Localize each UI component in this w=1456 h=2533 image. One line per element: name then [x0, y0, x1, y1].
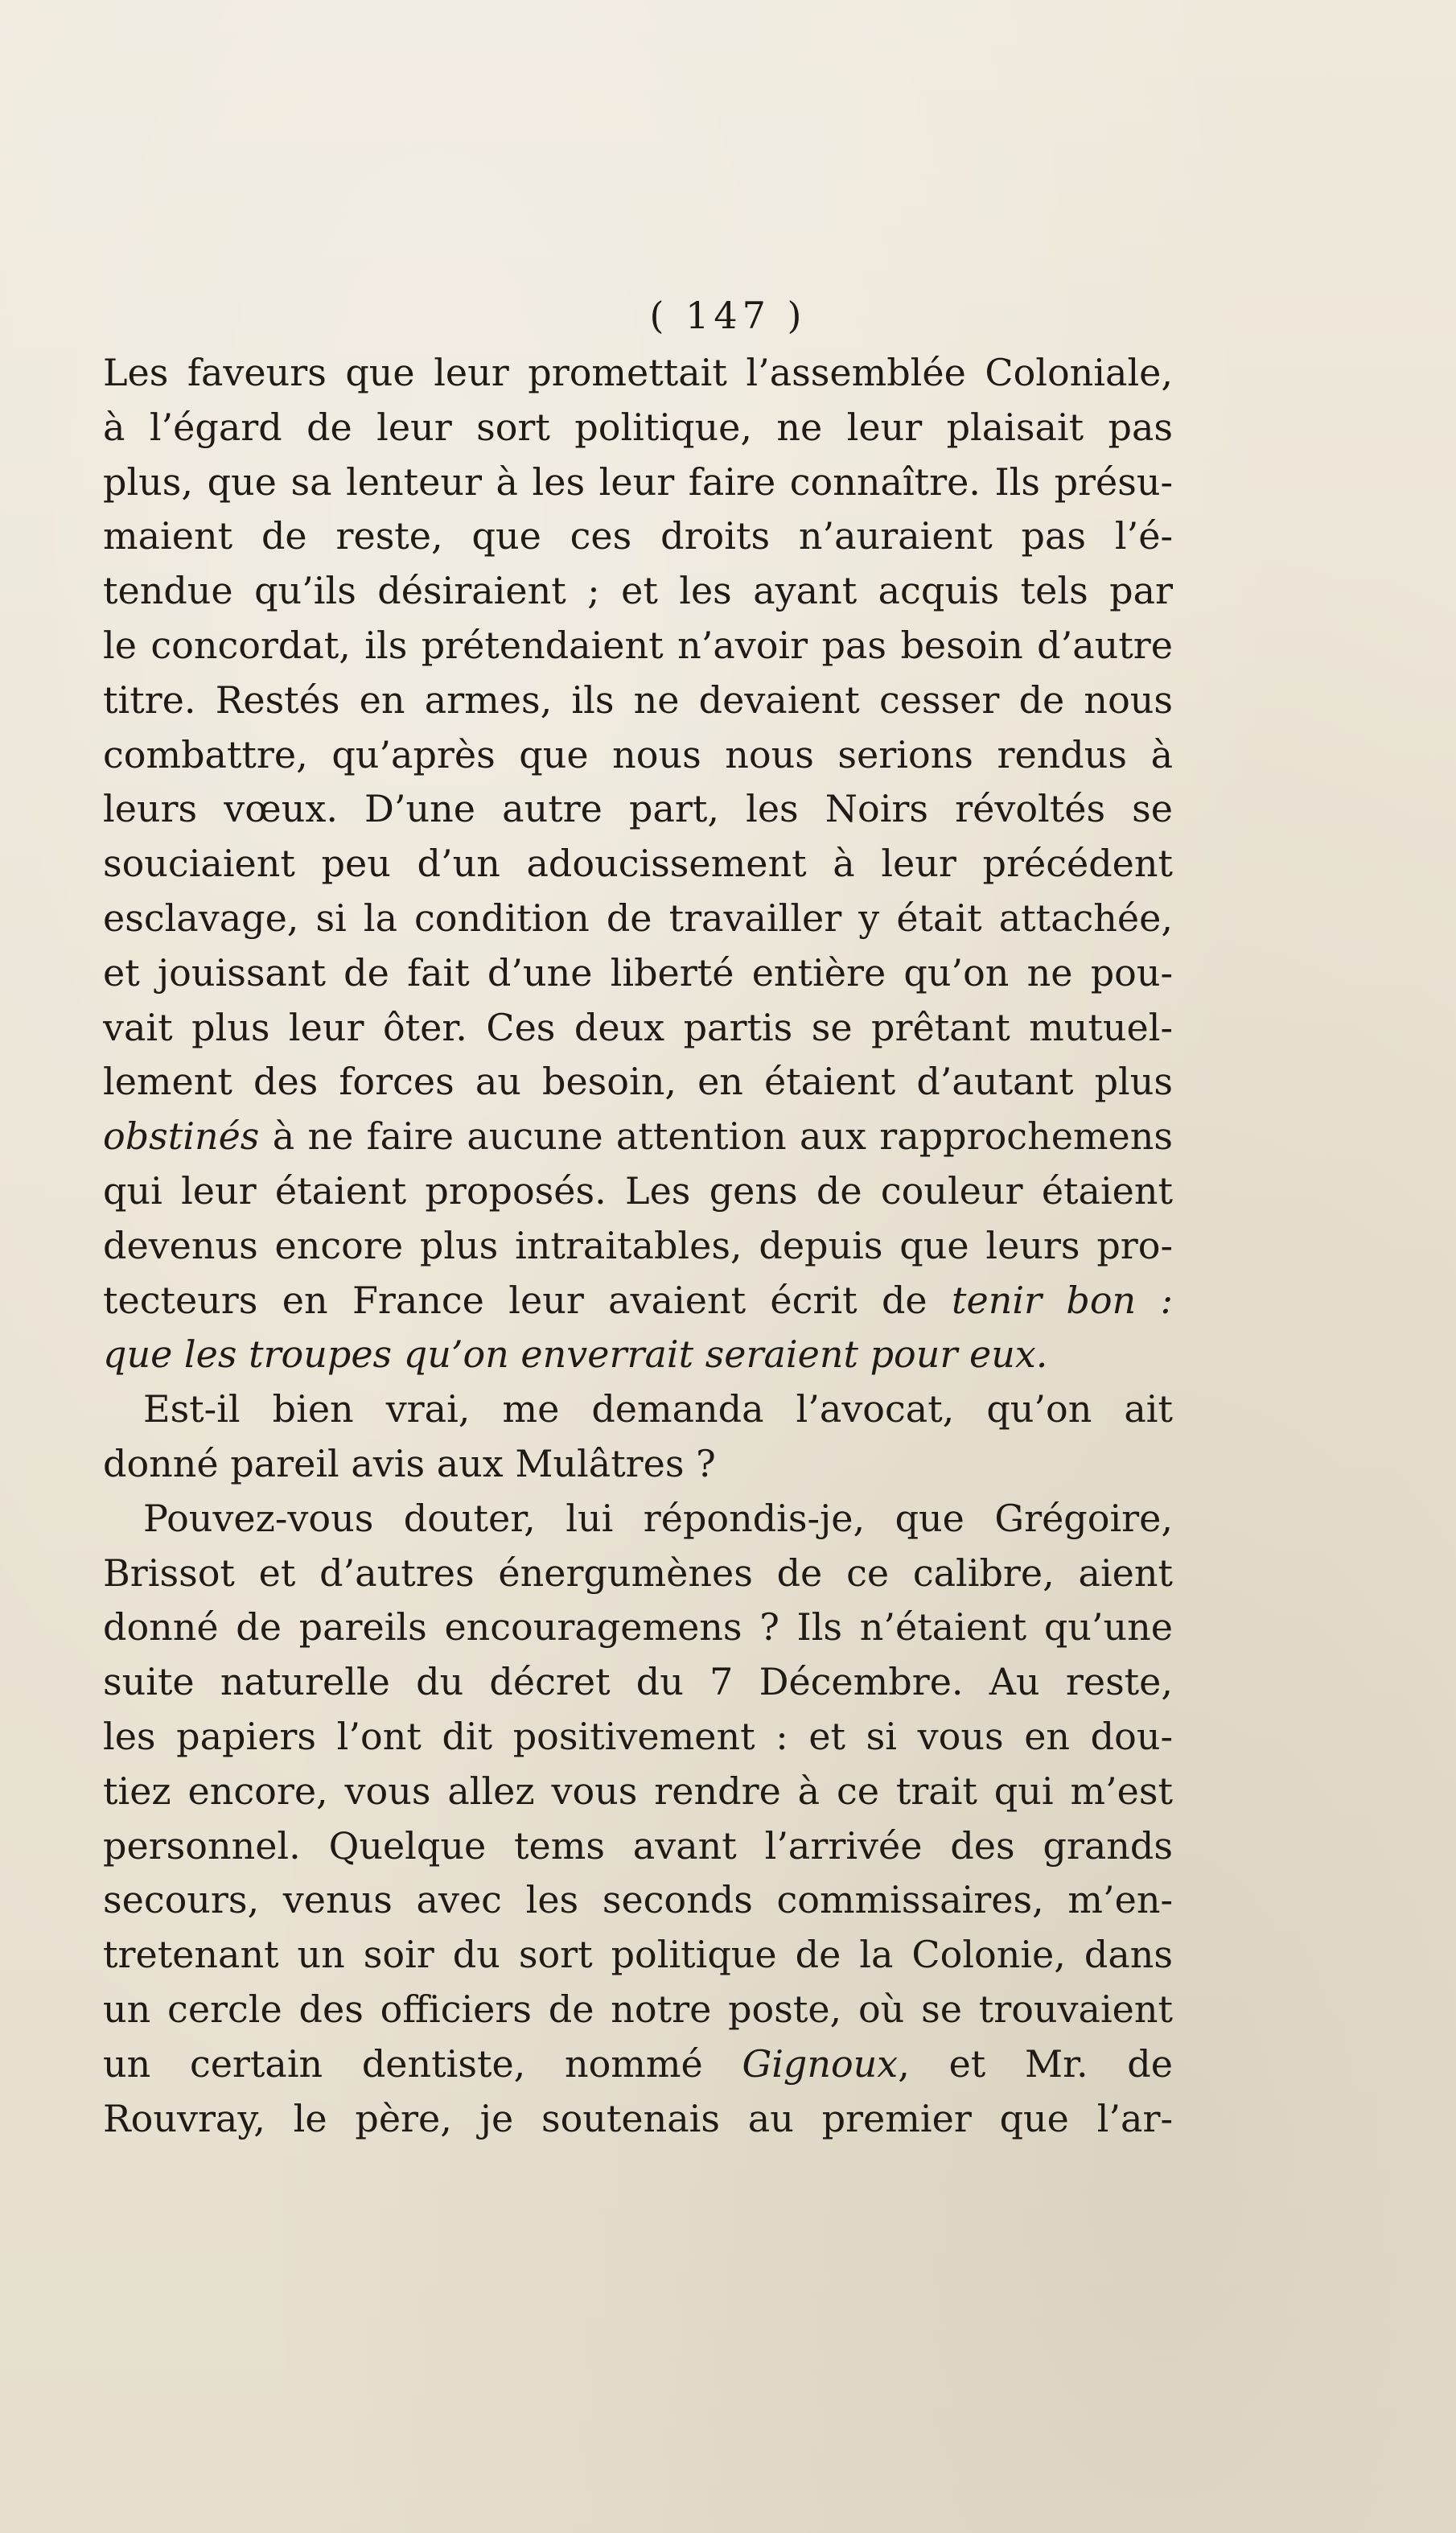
- text-line: Rouvray, le père, je soutenais au premier que l’ar-: [103, 2096, 1173, 2140]
- italic-phrase: tenir bon :: [951, 1278, 1173, 1322]
- text-line: tretenant un soir du sort politique de la Colonie, dans: [103, 1933, 1173, 1977]
- text-line: souciaient peu d’un adoucissement à leur précédent: [103, 842, 1173, 886]
- text-line: suite naturelle du décret du 7 Décembre. Au reste,: [103, 1660, 1173, 1704]
- text-line: [103, 2037, 1173, 2092]
- text-line: tiez encore, vous allez vous rendre à ce trait qui m’est: [103, 1769, 1173, 1813]
- text-line: Est-il bien vrai, me demanda l’avocat, qu’on ait: [143, 1387, 1173, 1431]
- text-line: et jouissant de fait d’une liberté entière qu’on ne pou-: [103, 950, 1173, 995]
- line-text: à ne faire aucune attention aux rapprochemens: [259, 1114, 1173, 1159]
- text-line: donné pareil avis aux Mulâtres ?: [103, 1441, 716, 1485]
- text-line: personnel. Quelque tems avant l’arrivée des grands: [103, 1823, 1173, 1868]
- line-text-after: , et Mr. de: [898, 2041, 1173, 2086]
- text-line: à l’égard de leur sort politique, ne leur plaisait pas: [103, 405, 1173, 449]
- text-line: le concordat, ils prétendaient n’avoir pas besoin d’autre: [103, 623, 1173, 667]
- text-line: leurs vœux. D’une autre part, les Noirs révoltés se: [103, 787, 1173, 831]
- text-line: combattre, qu’après que nous nous serions rendus à: [103, 732, 1173, 776]
- text-line: vait plus leur ôter. Ces deux partis se prêtant mutuel-: [103, 1005, 1173, 1049]
- text-line: Pouvez-vous douter, lui répondis-je, que Grégoire,: [143, 1496, 1173, 1540]
- text-line: Les faveurs que leur promettait l’assemblée Coloniale,: [103, 351, 1173, 394]
- text-line: Brissot et d’autres énergumènes de ce calibre, aient: [103, 1551, 1173, 1595]
- text-line: [103, 1110, 1173, 1164]
- text-line: devenus encore plus intraitables, depuis que leurs pro-: [103, 1223, 1173, 1267]
- text-line: donné de pareils encouragemens ? Ils n’étaient qu’une: [103, 1605, 1173, 1650]
- text-line: secours, venus avec les seconds commissaires, m’en-: [103, 1878, 1173, 1922]
- text-line: titre. Restés en armes, ils ne devaient cesser de nous: [103, 678, 1173, 722]
- page-number: ( 147 ): [649, 294, 807, 337]
- text-line: tendue qu’ils désiraient ; et les ayant acquis tels par: [103, 569, 1173, 613]
- text-line: les papiers l’ont dit positivement : et si vous en dou-: [103, 1714, 1173, 1758]
- text-line: [103, 1274, 1173, 1328]
- text-line: [103, 1328, 1173, 1382]
- text-line: un cercle des officiers de notre poste, où se trouvaient: [103, 1987, 1173, 2031]
- text-line: qui leur étaient proposés. Les gens de couleur étaient: [103, 1168, 1173, 1213]
- line-text: tecteurs en France leur avaient écrit de: [103, 1278, 952, 1322]
- text-line: lement des forces au besoin, en étaient d’autant plus: [103, 1060, 1173, 1104]
- italic-name: Gignoux: [742, 2041, 899, 2086]
- text-line: esclavage, si la condition de travailler y était attachée,: [103, 896, 1173, 940]
- italic-phrase: que les troupes qu’on enverrait seraient pour eux.: [103, 1332, 1048, 1377]
- text-line: plus, que sa lenteur à les leur faire connaître. Ils présu-: [103, 459, 1173, 504]
- line-text: un certain dentiste, nommé: [103, 2041, 742, 2086]
- italic-word: obstinés: [103, 1114, 260, 1159]
- page-text: [103, 346, 1173, 2146]
- text-line: maient de reste, que ces droits n’auraient pas l’é-: [103, 514, 1173, 558]
